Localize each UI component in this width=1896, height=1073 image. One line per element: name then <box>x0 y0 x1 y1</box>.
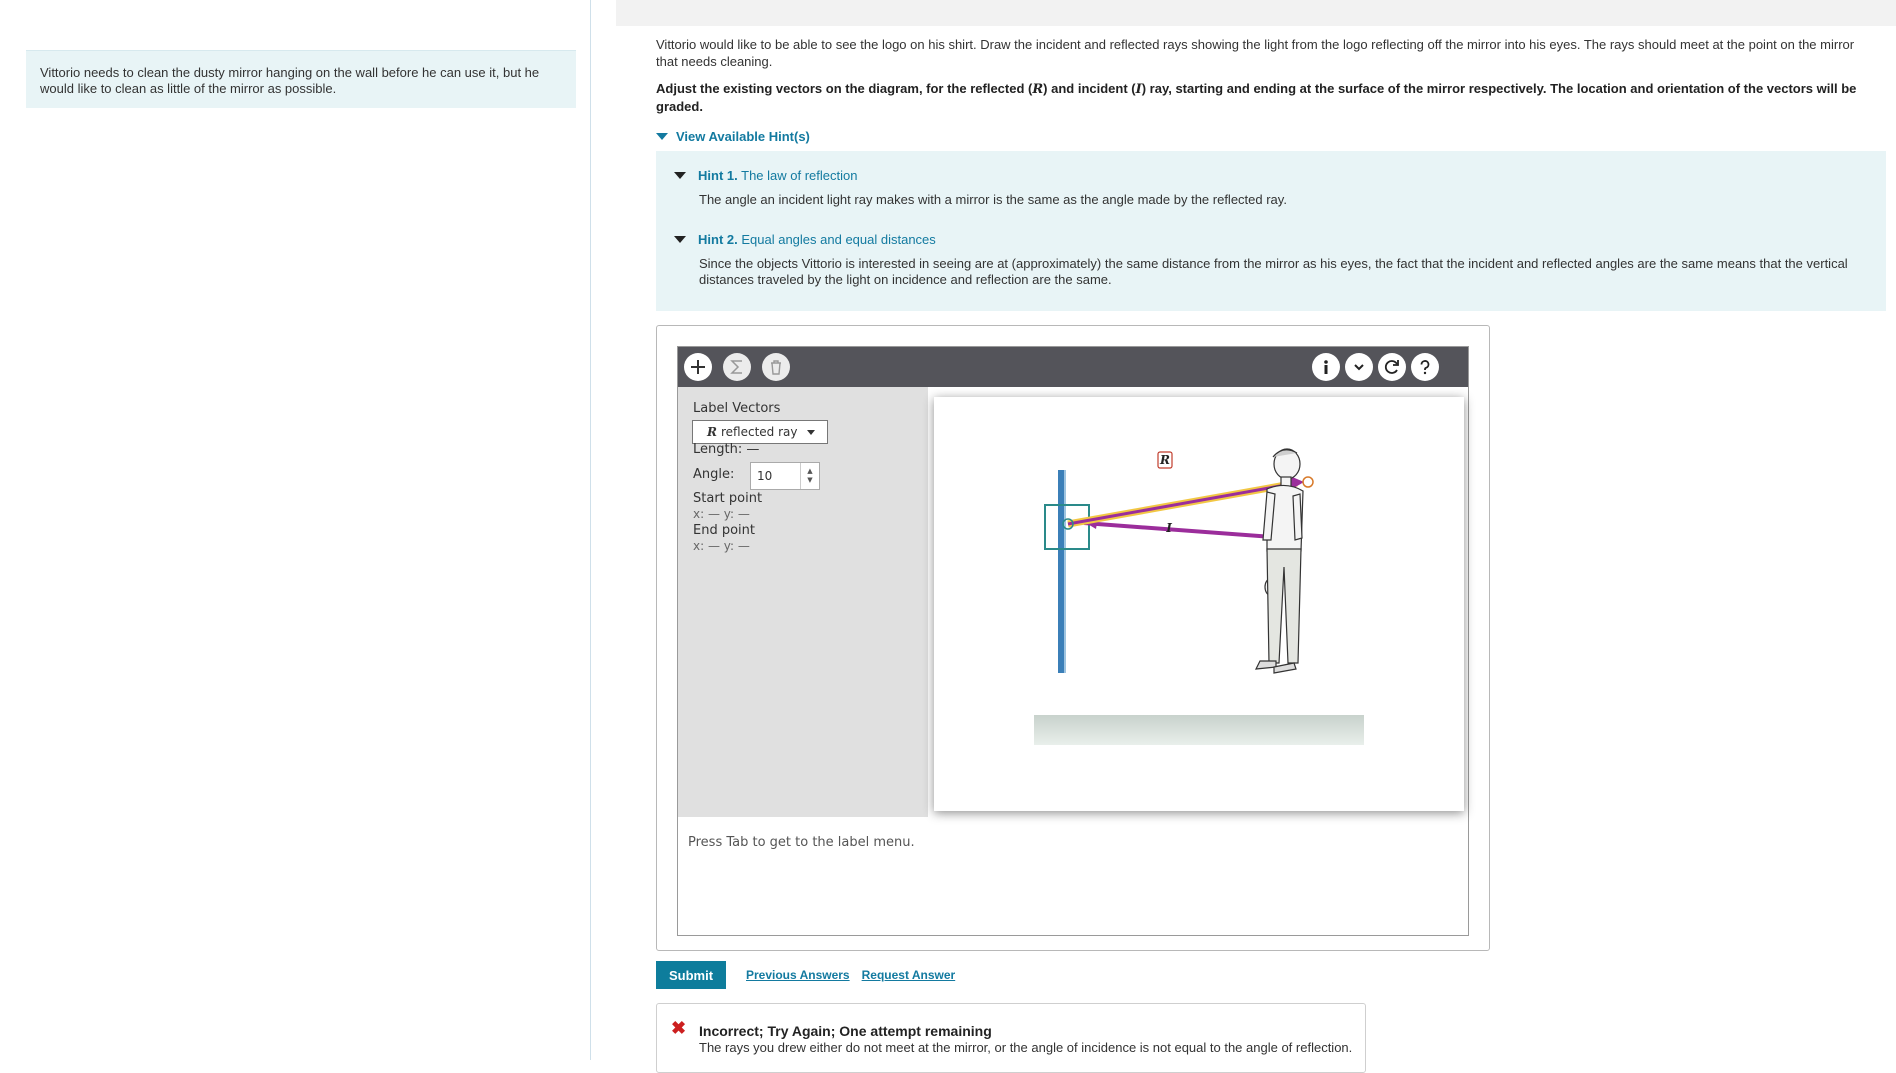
caret-down-icon <box>674 172 686 179</box>
plus-icon <box>689 358 707 376</box>
selection-box[interactable] <box>1045 505 1089 549</box>
diagram-svg <box>934 397 1464 811</box>
end-point-label: End point <box>693 523 755 538</box>
submit-button[interactable]: Submit <box>656 961 726 989</box>
hints-box <box>656 151 1886 311</box>
hint-1 <box>674 168 1849 208</box>
press-tab-instruction: Press Tab to get to the label menu. <box>688 835 915 850</box>
stepper-up-icon[interactable]: ▲ <box>807 467 813 475</box>
vector-properties-panel <box>678 387 928 817</box>
tool-toolbar <box>678 347 1468 387</box>
view-hints-label: View Available Hint(s) <box>676 129 810 144</box>
angle-input[interactable] <box>750 462 820 490</box>
start-point-label: Start point <box>693 491 763 506</box>
hint-1-number: Hint 1. <box>698 168 738 183</box>
length-value: — <box>746 442 760 457</box>
left-pane <box>0 0 591 1060</box>
vector-tool-frame <box>656 325 1490 951</box>
reflected-ray-vector[interactable] <box>1068 483 1297 524</box>
stepper-down-icon[interactable]: ▼ <box>807 476 813 484</box>
sigma-icon <box>728 358 746 376</box>
trash-icon <box>767 358 785 376</box>
help-button[interactable] <box>1411 353 1439 381</box>
instruction-post: ) ray, starting and ending at the surface of the mirror respectively. The location and orientation of the vectors will be graded. <box>656 81 1857 114</box>
instruction-mid: ) and incident ( <box>1043 81 1136 96</box>
question-text: Vittorio would like to be able to see the logo on his shirt. Draw the incident and reflected rays showing the light from the logo reflecting off the mirror into his eyes. The rays should meet at the point on the mirror that needs cleaning. <box>656 37 1855 69</box>
hint-2-number: Hint 2. <box>698 232 738 247</box>
request-answer-link[interactable]: Request Answer <box>861 968 956 982</box>
info-icon <box>1317 358 1335 376</box>
angle-label: Angle: <box>693 467 735 482</box>
label-i: I <box>1166 521 1172 535</box>
delete-vector-button[interactable] <box>762 353 790 381</box>
hint-1-toggle[interactable] <box>674 168 1849 183</box>
hint-2-heading <box>698 232 936 247</box>
angle-stepper[interactable] <box>800 463 819 489</box>
vector-tool <box>677 346 1469 936</box>
feedback-body: The rays you drew either do not meet at the mirror, or the angle of incidence is not equal to the angle of reflection. <box>699 1040 1353 1055</box>
mirror-highlight <box>1064 470 1066 673</box>
end-point-coords: x: — y: — <box>693 539 750 553</box>
label-vectors-dropdown[interactable] <box>692 420 828 444</box>
caret-down-icon <box>807 430 815 435</box>
floor <box>1034 715 1364 745</box>
hint-2 <box>674 232 1849 288</box>
hint-2-toggle[interactable] <box>674 232 1849 247</box>
question-instruction <box>656 80 1878 115</box>
question-icon <box>1416 358 1434 376</box>
angle-value: 10 <box>757 469 773 483</box>
expand-button[interactable] <box>1345 353 1373 381</box>
person-arm-right <box>1293 494 1302 540</box>
previous-answers-link[interactable]: Previous Answers <box>746 968 850 982</box>
person-shoe-left <box>1256 661 1276 669</box>
person-shoe-right <box>1274 663 1296 673</box>
reset-button[interactable] <box>1378 353 1406 381</box>
sum-vector-button[interactable] <box>723 353 751 381</box>
top-bar <box>616 0 1896 26</box>
hint-2-body: Since the objects Vittorio is interested in seeing are at (approximately) the same distance from the mirror as his eyes, the fact that the incident and reflected angles are the same means that the vertical distances traveled by the light on incidence and reflection are the same. <box>699 256 1848 287</box>
dropdown-symbol: R <box>707 425 717 439</box>
length-label: Length: <box>693 442 743 457</box>
label-r: R <box>1160 453 1170 467</box>
label-vectors-heading: Label Vectors <box>693 401 781 416</box>
person-pants <box>1267 549 1301 663</box>
intro-box <box>26 50 576 108</box>
caret-down-icon <box>656 133 668 140</box>
view-hints-toggle[interactable] <box>656 129 1886 144</box>
dropdown-text: reflected ray <box>720 425 798 439</box>
caret-down-icon <box>674 236 686 243</box>
intro-text: Vittorio needs to clean the dusty mirror hanging on the wall before he can use it, but he would like to clean as little of the mirror as possible. <box>40 65 540 96</box>
vector-end-handle[interactable] <box>1303 477 1313 487</box>
feedback-box <box>656 1003 1366 1073</box>
start-point-coords: x: — y: — <box>693 507 750 521</box>
error-x-icon: ✖ <box>671 1018 687 1038</box>
length-row <box>693 442 759 457</box>
reset-icon <box>1382 357 1402 377</box>
hint-1-title: The law of reflection <box>741 168 858 183</box>
instruction-i: I <box>1135 82 1142 97</box>
chevron-down-icon <box>1350 358 1368 376</box>
feedback-title: Incorrect; Try Again; One attempt remaining <box>699 1023 992 1039</box>
instruction-r: R <box>1032 82 1044 97</box>
add-vector-button[interactable] <box>684 353 712 381</box>
instruction-pre: Adjust the existing vectors on the diagram, for the reflected ( <box>656 81 1033 96</box>
hint-1-heading <box>698 168 857 183</box>
diagram-canvas[interactable] <box>934 397 1464 811</box>
hint-2-title: Equal angles and equal distances <box>741 232 936 247</box>
hint-1-body: The angle an incident light ray makes with a mirror is the same as the angle made by the reflected ray. <box>699 192 1287 207</box>
main-content <box>656 36 1886 287</box>
info-button[interactable] <box>1312 353 1340 381</box>
submit-row <box>656 961 955 989</box>
